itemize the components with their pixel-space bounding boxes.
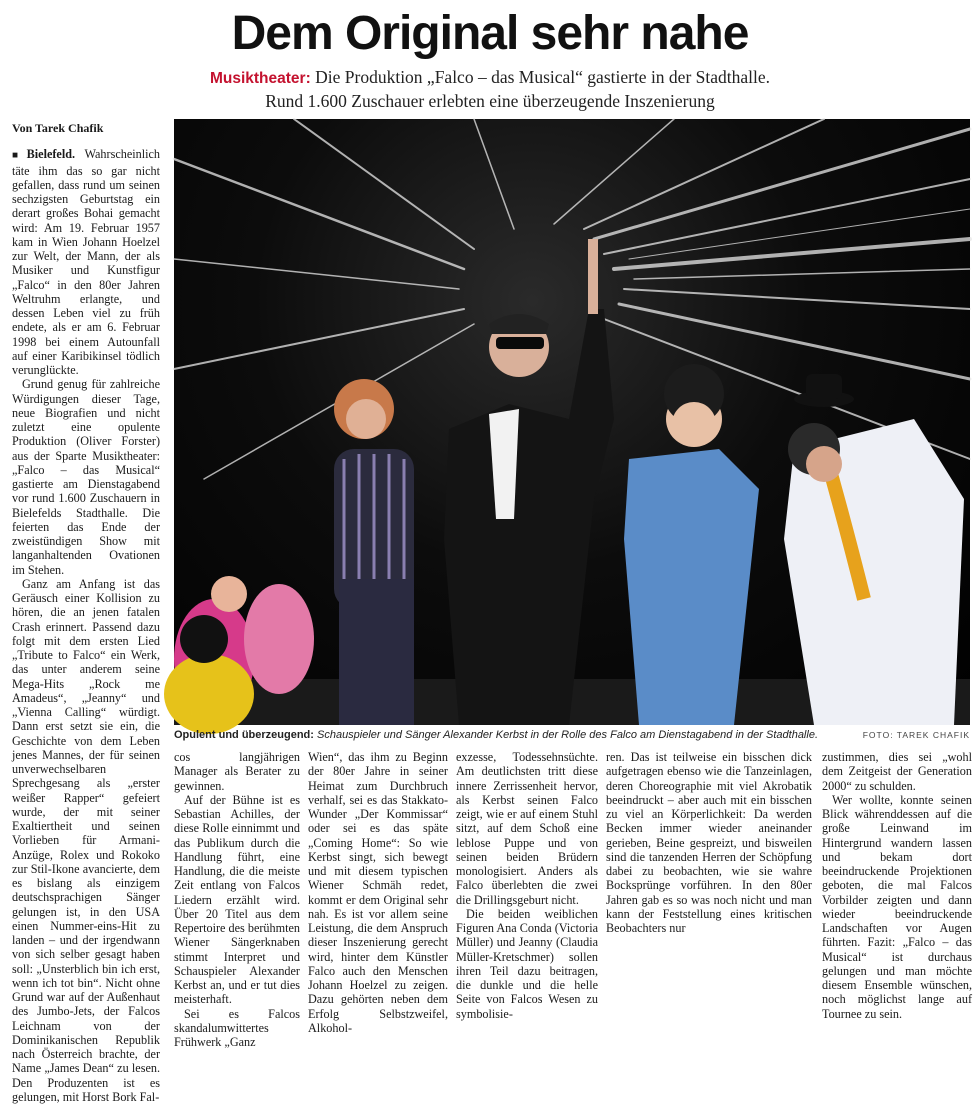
article-column-1 (12, 121, 160, 1104)
photo-caption (174, 728, 874, 742)
paragraph: Grund genug für zahlreiche Würdigungen dieser Tage, neue Biografien und nicht zuletzt eine opulente Produktion (Oliver Forster) aus der Sparte Musiktheater: „Falco – das Musical“ gastierte am Dienstagabend vor rund 1.600 Zuschauern in Bielefelds Stadthalle. Die feierten das Ende der zweistündigen Show mit langanhaltenden Ovationen im Stehen. (12, 377, 160, 577)
article-column-2 (174, 750, 300, 1049)
paragraph: Auf der Bühne ist es Sebastian Achilles, der diese Rolle einnimmt und das Publikum durch die Handlung führt, eine Handlung, die die meiste Zeit entlang von Falcos Liedern erzählt wird. Über 20 Titel aus dem Repertoire des berühmten Wiener Sängerknaben stimmt Interpret und Schauspieler Alexander Kerbst an, und er tut dies meisterhaft. (174, 792, 300, 1007)
paragraph: Sei es Falcos skandalumwittertes Frühwerk „Ganz (174, 1006, 300, 1049)
paragraph: Wer wollte, konnte seinen Blick währenddessen auf die große Leinwand im Hintergrund wandern lassen und bekam dort beeindruckende Projektionen geboten, die mal Falcos Vorbilder zeigten und dann wieder beeindruckende Landschaften vor Augen führten. Fazit: „Falco – das Musical“ ist durchaus gelungen und man möchte diesem Ensemble wünschen, noch möglichst lange auf Tournee zu sein. (822, 792, 972, 1021)
paragraph: ■ Bielefeld. Wahrscheinlich täte ihm das so gar nicht gefallen, dass rund um seinen sechzigsten Geburtstag ein derart großes Bohai gemacht wird: Am 19. Februar 1957 kam in Wien Johann Hoelzel zur Welt, der Mann, der als Musiker und Kunstfigur „Falco“ in den 80er Jahren Weltruhm erlangte, und dessen Leben viel zu früh endete, als er am 6. Februar 1998 bei einem Autounfall auf einer Karibikinsel tödlich verunglückte. (12, 147, 160, 377)
stage-photo-illustration (174, 119, 970, 725)
caption-text: Schauspieler und Sänger Alexander Kerbst in der Rolle des Falco am Dienstagabend in der Stadthalle. (313, 729, 818, 741)
dateline: ■ Bielefeld. (12, 147, 75, 161)
paragraph: zustimmen, dies sei „wohl dem Zeitgeist der Generation 2000“ zu schulden. (822, 750, 972, 793)
paragraph: ren. Das ist teilweise ein bisschen dick aufgetragen ebenso wie die Tanzeinlagen, deren Choreographie mit viel Akrobatik beeindruckt – aber auch mit ein bisschen zu viel an Körperlichkeit: Da werden Becken immer wieder aneinander gerieben, Beine gespreizt, und bisweilen sind die tanzenden Herren der Schöpfung dabei zu beobachten, wie sie wahre Bocksprünge vorführen. In den 80er Jahren gab es so was noch nicht und man kann der Feststellung eines kritischen Beobachters nur (606, 750, 812, 935)
stage-photo (174, 119, 970, 725)
paragraph: exzesse, Todessehnsüchte. Am deutlichsten tritt diese innere Zerrissenheit hervor, als Kerbst seinen Falco zeigt, wie er auf einem Stuhl sitzt, auf dem Schoß eine leblose Puppe und von seinen beiden Brüdern monologisiert. Anders als Falco überlebten die zwei die Drillingsgeburt nicht. (456, 750, 598, 907)
photo-credit: FOTO: TAREK CHAFIK (862, 730, 970, 740)
article-column-4 (456, 750, 598, 1021)
article-column-5 (606, 750, 812, 992)
paragraph: Die beiden weiblichen Figuren Ana Conda (Victoria Müller) und Jeanny (Claudia Müller-Kretschmer) sollen ihren Teil dazu beitragen, die dunkle und die helle Seite von Falcos Wesen zu symbolisie- (456, 906, 598, 1021)
article-column-3 (308, 750, 448, 1035)
subhead-line2: Rund 1.600 Zuschauer erlebten eine überzeugende Inszenierung (265, 91, 715, 111)
subhead-kicker: Musiktheater: (209, 70, 311, 87)
paragraph: Ganz am Anfang ist das Geräusch einer Kollision zu hören, die an jenen fatalen Crash erinnert. Passend dazu folgt mit dem ersten Lied „Tribute to Falco“ ein Werk, das unter anderem seine Mega-Hits „Rock me Amadeus“, „Jeanny“ und „Vienna Calling“ würdigt. Dann erst setzt sie ein, die Geschichte von dem Leben jenes Mannes, der für seinen unverwechselbaren Sprechgesang als „erster weißer Rapper“ gefeiert wurde, der mit seiner Exaltiertheit und seinen Vorlieben für Armani-Anzüge, Rolex und Rokoko zur Stil-Ikone avancierte, dem es bislang als einzigem deutschsprachigen Sänger gelungen ist, in den USA einen Nummer-eins-Hit zu landen – und der irgendwann von sich selber gesagt haben soll: „Unsterblich bin ich erst, wenn ich tot bin“. Nicht ohne Grund war auf der Außenhaut des Jumbo-Jets, der Falcos Leichnam von der Dominikanischen Republik nach Österreich brachte, der Name „James Dean“ zu lesen. Den Produzenten ist es gelungen, mit Horst Bork Fal- (12, 576, 160, 1104)
paragraph: cos langjährigen Manager als Berater zu gewinnen. (174, 750, 300, 793)
headline: Dem Original sehr nahe (231, 7, 749, 60)
author-byline: Von Tarek Chafik (12, 121, 104, 135)
caption-lead: Opulent und überzeugend: (174, 729, 314, 741)
article-column-6 (822, 750, 972, 1021)
subhead-line1: Die Produktion „Falco – das Musical“ gastierte in der Stadthalle. (310, 67, 771, 87)
subheadline (150, 66, 830, 113)
paragraph: Wien“, das ihm zu Beginn der 80er Jahre in seiner Heimat zum Durchbruch verhalf, sei es das Stakkato-Wunder „Der Kommissar“ oder sei es das späte „Coming Home“: So wie Kerbst singt, sich bewegt und mit diesem typischen Wiener Schmäh redet, kommt er dem Original sehr nah. Es ist vor allem seine Leistung, die dem Anspruch dieser Inszenierung gerecht wird, hinter dem Künstler Falco auch den Menschen Johann Hoelzel zu zeigen. Dazu gehörten neben dem Erfolg Selbstzweifel, Alkohol- (308, 750, 448, 1035)
